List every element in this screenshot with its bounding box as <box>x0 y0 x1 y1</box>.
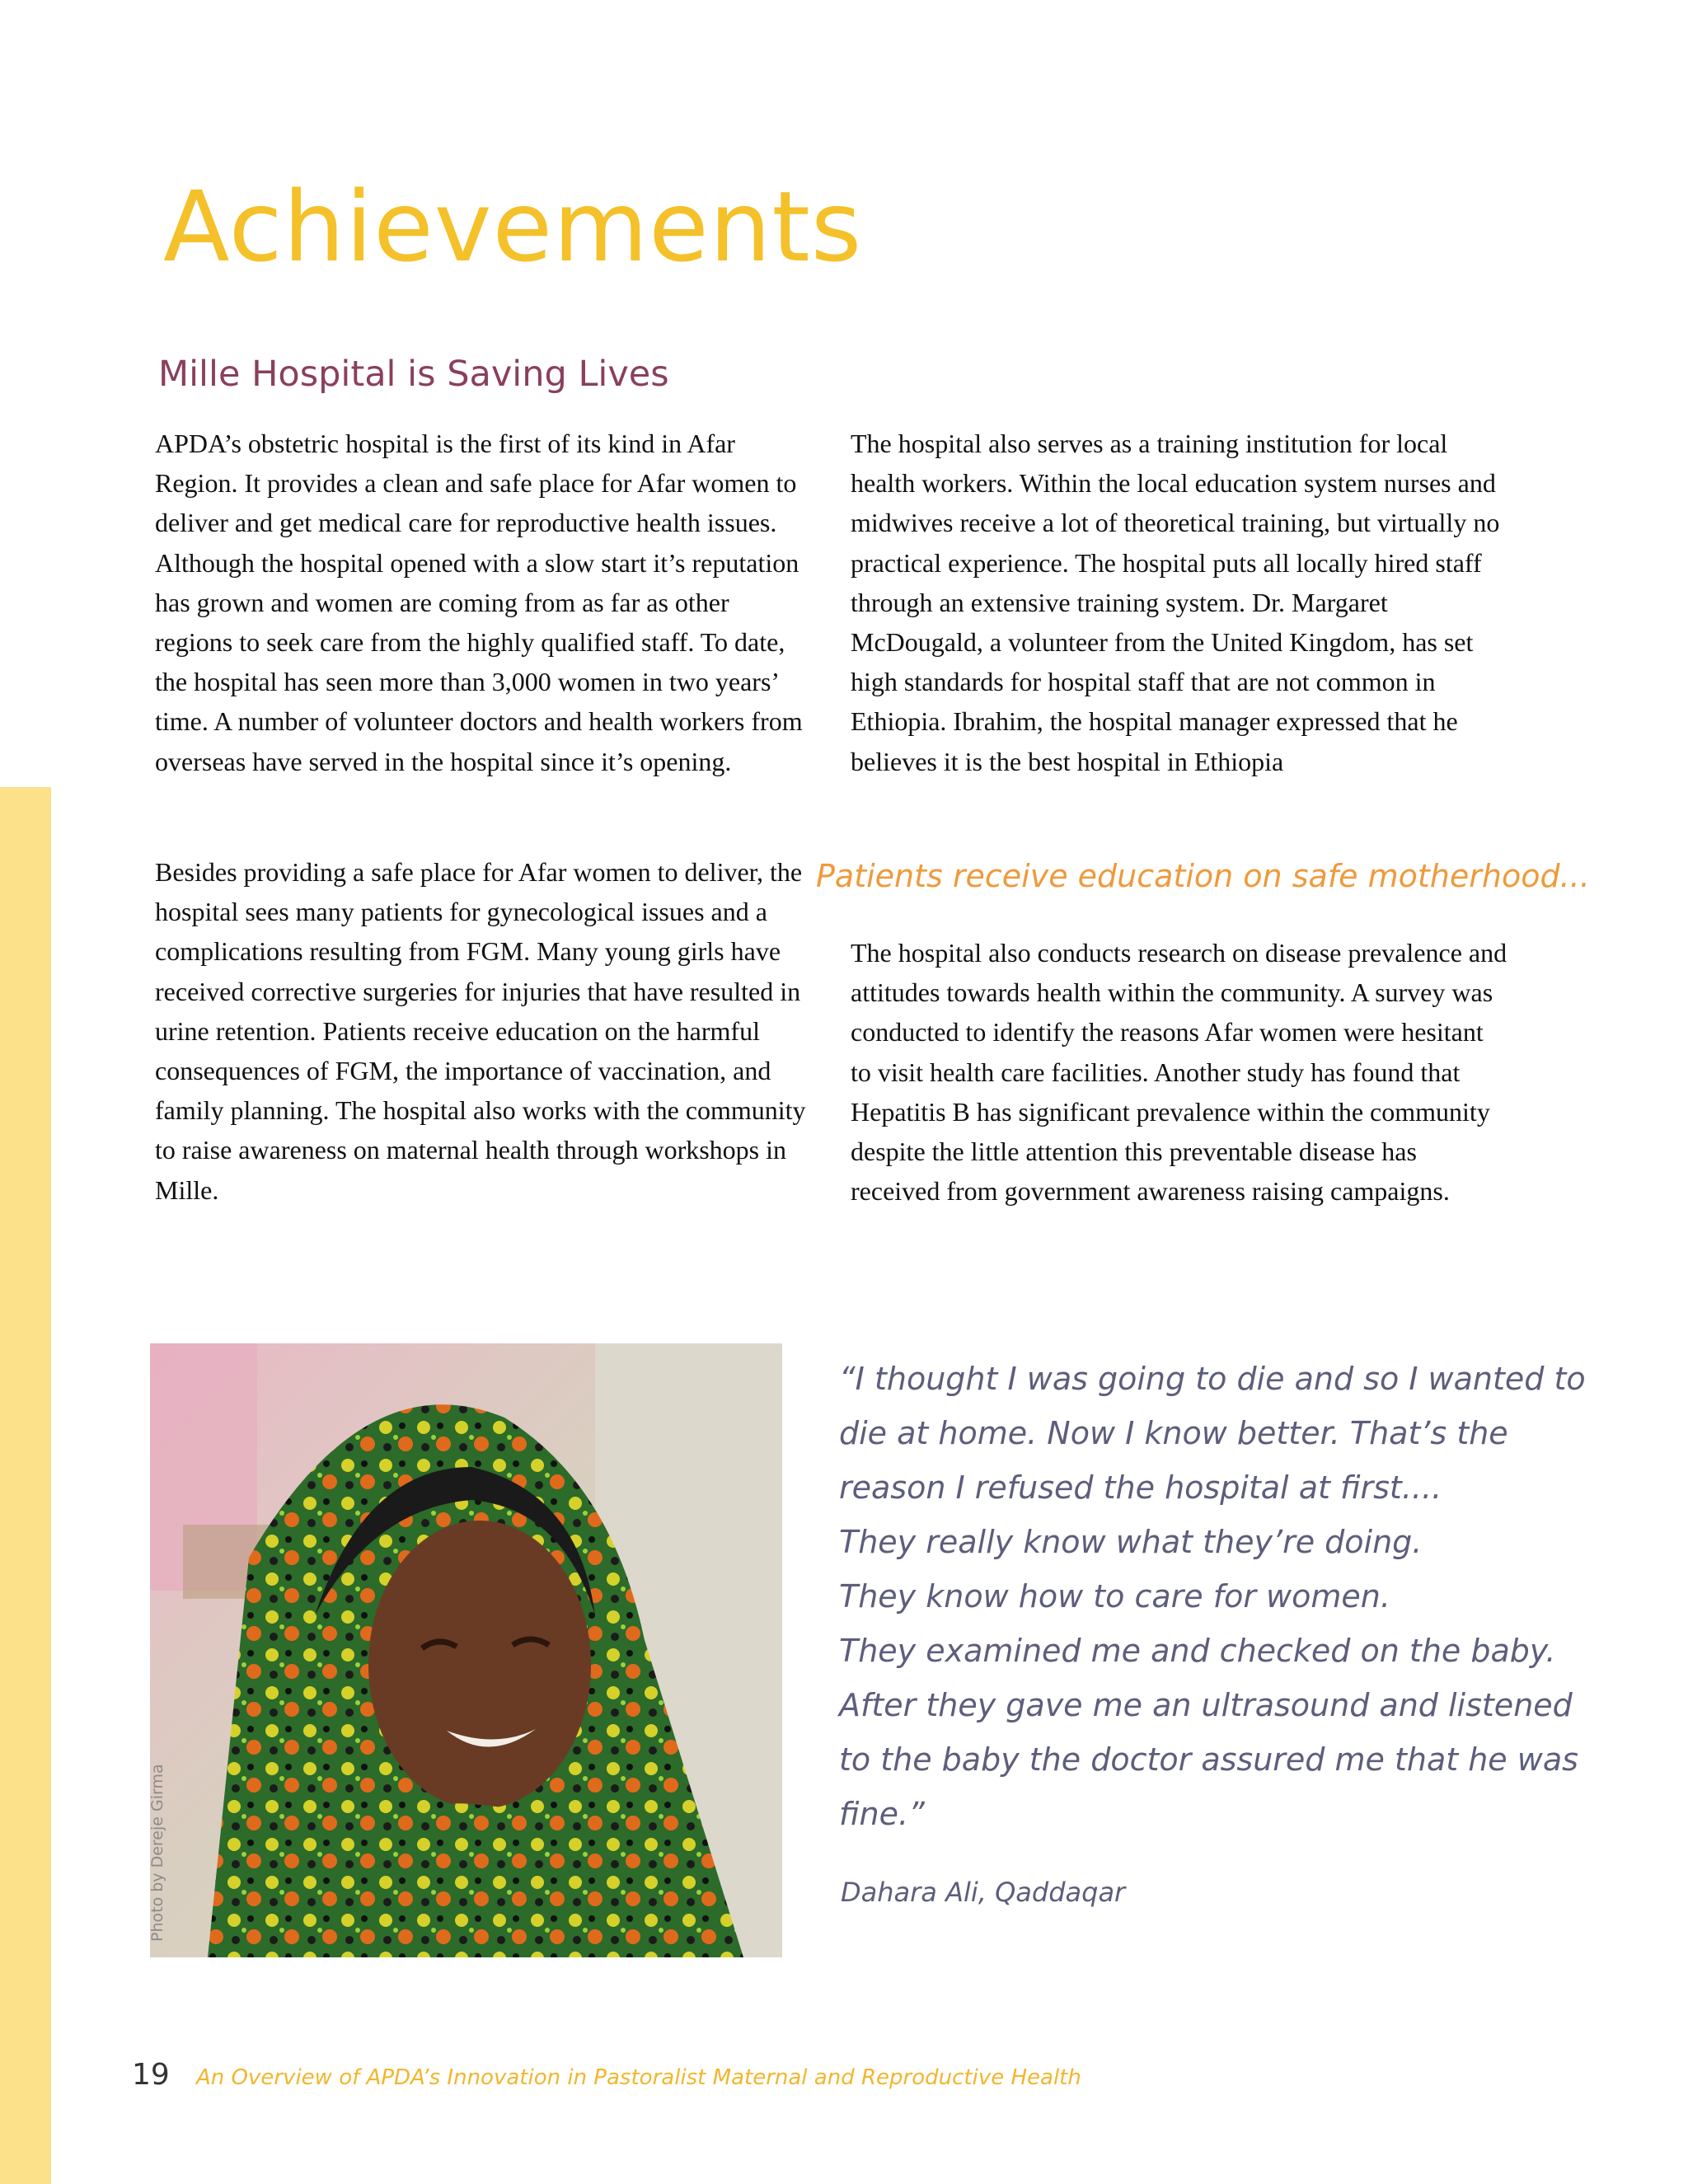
quote-line: “I thought I was going to die and so I wanted to <box>839 1361 1586 1397</box>
page-title: Achievements <box>163 170 863 284</box>
right-paragraph-2: The hospital also conducts research on disease prevalence and attitudes towards health within the community. A survey was conducted to identify the reasons Afar women were hesitant to visit health care facilities. Another study has found that Hepatitis B has significant prevalence within the community despite the little attention this preventable disease has received from government awareness raising campaigns. <box>851 938 1507 1207</box>
photo-credit: Photo by Dereje Girma <box>148 1764 166 1942</box>
quote-line: to the baby the doctor assured me that he was <box>839 1741 1578 1778</box>
quote-line: They examined me and checked on the baby. <box>839 1633 1556 1669</box>
footer-publication-title: An Overview of APDA’s Innovation in Pastoralist Maternal and Reproductive Health <box>196 2065 1081 2090</box>
quote-attribution: Dahara Ali, Qaddaqar <box>841 1877 1126 1908</box>
quote-line: After they gave me an ultrasound and listened <box>839 1687 1573 1723</box>
quote-line: fine.” <box>839 1796 925 1832</box>
page-number: 19 <box>132 2058 170 2092</box>
left-paragraph-2: Besides providing a safe place for Afar women to deliver, the hospital sees many patients for gynecological issues and a complications resulting from FGM. Many young girls have received corrective surgeries for injuries that have resulted in urine retention. Patients receive education on the harmful consequences of FGM, the importance of vaccination, and family planning. The hospital also works with the community to raise awareness on maternal health through workshops in Mille. <box>155 857 806 1205</box>
portrait-photo <box>150 1343 782 1957</box>
quote-line: die at home. Now I know better. That’s the <box>839 1415 1508 1451</box>
right-paragraph-1: The hospital also serves as a training institution for local health workers. Within the local education system nurses and midwives receive a lot of theoretical training, but virtually no practical experience. The hospital puts all locally hired staff through an extensive training system. Dr. Margaret McDougald, a volunteer from the United Kingdom, has set high standards for hospital staff that are not common in Ethiopia. Ibrahim, the hospital manager expressed that he believes it is the best hospital in Ethiopia <box>851 429 1500 776</box>
section-heading: Mille Hospital is Saving Lives <box>158 354 669 395</box>
quote-line: reason I refused the hospital at first.... <box>839 1469 1442 1506</box>
left-paragraph-1: APDA’s obstetric hospital is the first of its kind in Afar Region. It provides a clean and safe place for Afar women to deliver and get medical care for reproductive health issues. Although the hospital opened with a slow start it’s reputation has grown and women are coming from as far as other regions to seek care from the highly qualified staff. To date, the hospital has seen more than 3,000 women in two years’ time. A number of volunteer doctors and health workers from overseas have served in the hospital since it’s opening. <box>155 429 803 776</box>
quote-line: They really know what they’re doing. <box>839 1524 1423 1560</box>
pull-quote: Patients receive education on safe motherhood... <box>816 858 1590 894</box>
testimonial-quote <box>839 1352 1630 1841</box>
quote-line: They know how to care for women. <box>839 1578 1390 1615</box>
side-accent-bar <box>0 787 51 2184</box>
